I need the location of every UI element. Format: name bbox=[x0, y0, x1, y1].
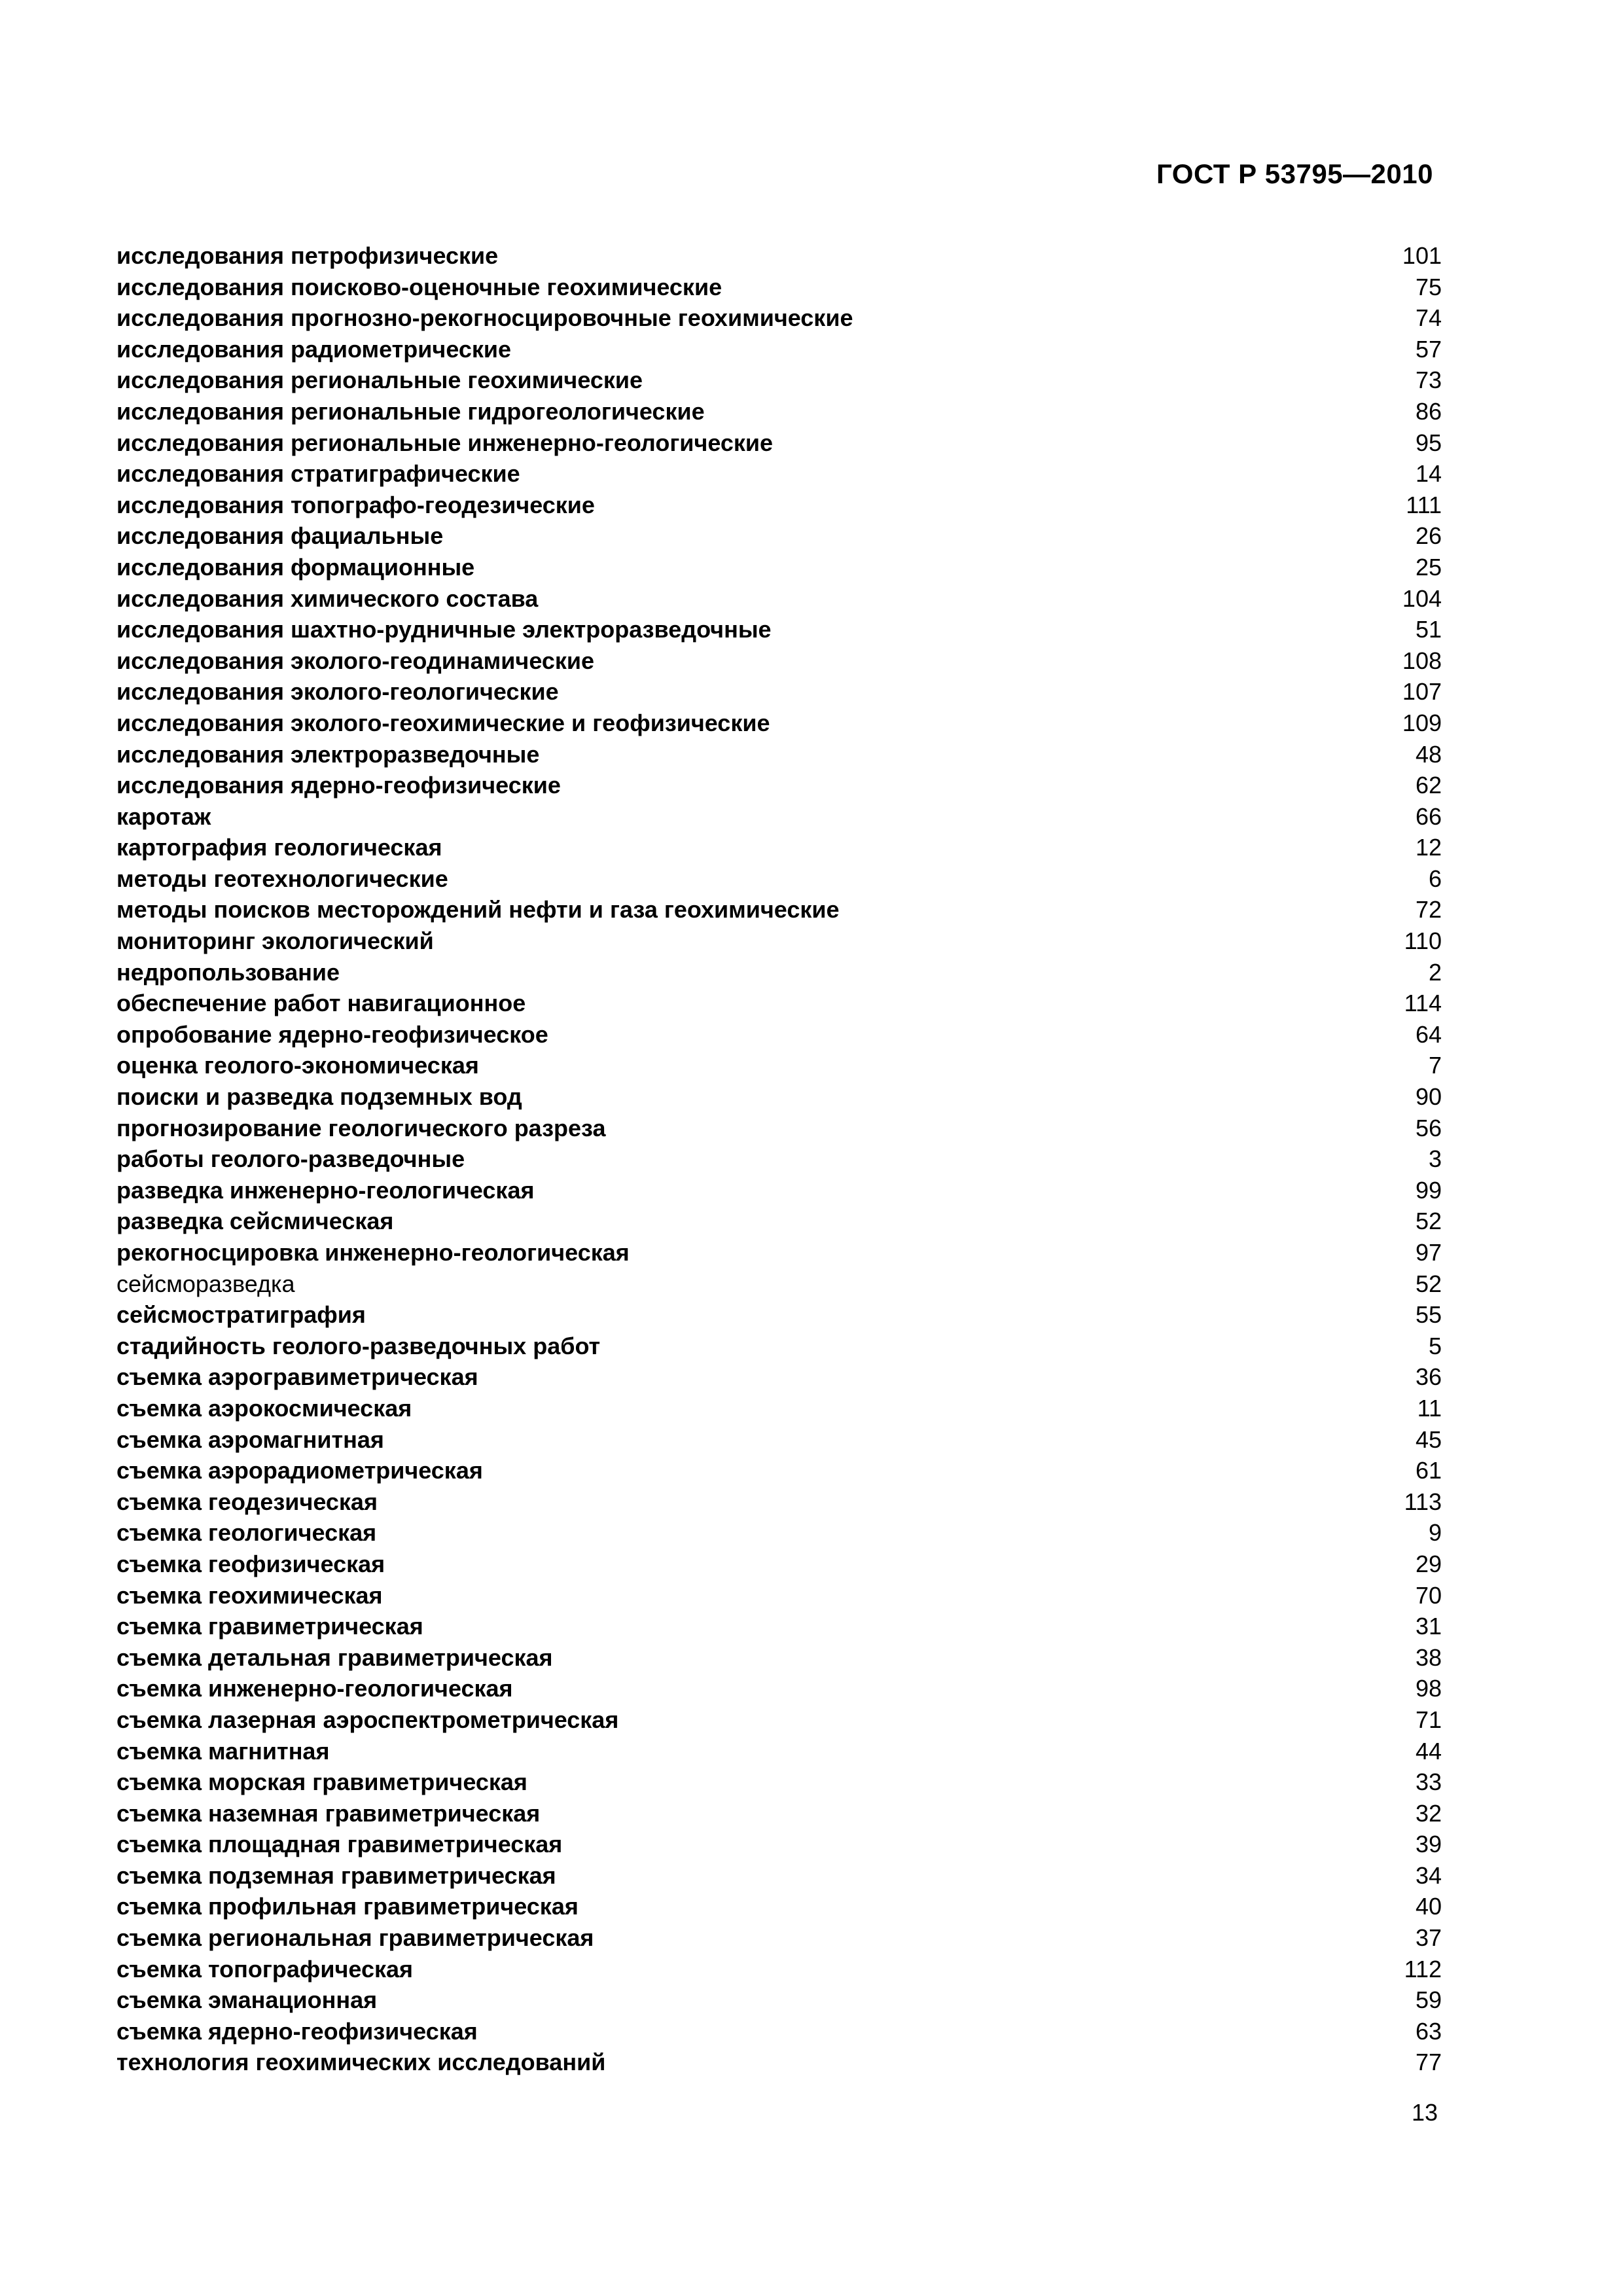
index-term: исследования эколого-геологические bbox=[116, 678, 559, 706]
index-entry bbox=[116, 770, 1442, 801]
index-entry bbox=[116, 801, 1442, 833]
index-reference-number: 14 bbox=[1415, 460, 1442, 488]
index-entry bbox=[116, 1050, 1442, 1081]
index-reference-number: 112 bbox=[1404, 1955, 1442, 1982]
index-entry bbox=[116, 1891, 1442, 1922]
index-reference-number: 48 bbox=[1415, 740, 1442, 768]
index-entry bbox=[116, 583, 1442, 615]
index-entry bbox=[116, 1580, 1442, 1611]
index-term: каротаж bbox=[116, 802, 211, 830]
index-term: исследования эколого-геодинамические bbox=[116, 647, 595, 674]
index-reference-number: 99 bbox=[1415, 1176, 1442, 1204]
index-entry bbox=[116, 396, 1442, 427]
index-reference-number: 51 bbox=[1415, 616, 1442, 643]
index-term: исследования формационные bbox=[116, 553, 475, 581]
index-reference-number: 25 bbox=[1415, 553, 1442, 581]
index-term: исследования эколого-геохимические и геофизические bbox=[116, 709, 770, 736]
index-term: технология геохимических исследований bbox=[116, 2049, 606, 2076]
index-reference-number: 2 bbox=[1428, 958, 1442, 986]
index-entry bbox=[116, 302, 1442, 334]
index-entry bbox=[116, 1860, 1442, 1892]
index-entry bbox=[116, 894, 1442, 925]
index-term: съемка геохимическая bbox=[116, 1581, 383, 1609]
index-entry bbox=[116, 832, 1442, 863]
index-entry bbox=[116, 490, 1442, 521]
document-code-header: ГОСТ Р 53795—2010 bbox=[1156, 158, 1433, 189]
index-entry bbox=[116, 1704, 1442, 1736]
index-term: съемка аэрогравиметрическая bbox=[116, 1363, 478, 1391]
index-reference-number: 98 bbox=[1415, 1675, 1442, 1702]
index-term: съемка детальная гравиметрическая bbox=[116, 1643, 553, 1671]
index-term: исследования петрофизические bbox=[116, 242, 499, 269]
index-reference-number: 39 bbox=[1415, 1831, 1442, 1858]
index-term: исследования ядерно-геофизические bbox=[116, 772, 561, 799]
index-term: съемка геофизическая bbox=[116, 1550, 385, 1577]
index-entry bbox=[116, 520, 1442, 552]
index-entry bbox=[116, 645, 1442, 677]
index-term: съемка гравиметрическая bbox=[116, 1613, 423, 1640]
index-term: недропользование bbox=[116, 958, 340, 986]
index-term: съемка морская гравиметрическая bbox=[116, 1768, 527, 1796]
index-reference-number: 64 bbox=[1415, 1020, 1442, 1048]
index-entry bbox=[116, 1081, 1442, 1113]
index-reference-number: 101 bbox=[1402, 242, 1442, 269]
index-entry bbox=[116, 1954, 1442, 1985]
index-term: съемка аэрокосмическая bbox=[116, 1394, 412, 1422]
index-term: съемка подземная гравиметрическая bbox=[116, 1861, 556, 1889]
index-term: стадийность геолого-разведочных работ bbox=[116, 1332, 601, 1359]
index-reference-number: 44 bbox=[1415, 1737, 1442, 1765]
index-reference-number: 73 bbox=[1415, 367, 1442, 394]
index-reference-number: 34 bbox=[1415, 1861, 1442, 1889]
index-entry bbox=[116, 1299, 1442, 1331]
index-term: съемка топографическая bbox=[116, 1955, 414, 1982]
index-term: съемка ядерно-геофизическая bbox=[116, 2017, 478, 2045]
index-term: исследования фациальные bbox=[116, 522, 444, 550]
index-reference-number: 72 bbox=[1415, 896, 1442, 924]
index-reference-number: 71 bbox=[1415, 1706, 1442, 1733]
index-term: методы геотехнологические bbox=[116, 865, 448, 892]
index-entry bbox=[116, 1019, 1442, 1050]
index-reference-number: 59 bbox=[1415, 1986, 1442, 2014]
index-entry bbox=[116, 739, 1442, 770]
index-reference-number: 45 bbox=[1415, 1426, 1442, 1453]
index-reference-number: 52 bbox=[1415, 1270, 1442, 1297]
index-term: съемка региональная гравиметрическая bbox=[116, 1924, 594, 1952]
index-term: съемка геодезическая bbox=[116, 1488, 378, 1515]
index-entry bbox=[116, 863, 1442, 895]
index-reference-number: 74 bbox=[1415, 304, 1442, 332]
index-term: прогнозирование геологического разреза bbox=[116, 1114, 606, 1141]
index-reference-number: 114 bbox=[1404, 990, 1442, 1017]
index-term: методы поисков месторождений нефти и газа геохимические bbox=[116, 896, 840, 924]
index-entry bbox=[116, 1113, 1442, 1144]
index-term: исследования региональные инженерно-геологические bbox=[116, 429, 774, 456]
index-reference-number: 77 bbox=[1415, 2049, 1442, 2076]
index-entry bbox=[116, 925, 1442, 957]
index-reference-number: 109 bbox=[1402, 709, 1442, 736]
index-term: исследования топографо-геодезические bbox=[116, 491, 595, 518]
index-reference-number: 5 bbox=[1428, 1332, 1442, 1359]
index-reference-number: 90 bbox=[1415, 1083, 1442, 1111]
index-entry bbox=[116, 1455, 1442, 1486]
index-reference-number: 29 bbox=[1415, 1550, 1442, 1577]
index-entry bbox=[116, 1549, 1442, 1580]
index-reference-number: 97 bbox=[1415, 1239, 1442, 1266]
index-term: съемка профильная гравиметрическая bbox=[116, 1893, 579, 1920]
index-reference-number: 52 bbox=[1415, 1208, 1442, 1235]
index-entry bbox=[116, 1361, 1442, 1393]
index-entry bbox=[116, 1175, 1442, 1206]
index-term: оценка геолого-экономическая bbox=[116, 1052, 479, 1079]
index-reference-number: 108 bbox=[1402, 647, 1442, 674]
index-reference-number: 86 bbox=[1415, 397, 1442, 425]
index-term: исследования региональные гидрогеологические bbox=[116, 397, 705, 425]
index-reference-number: 38 bbox=[1415, 1643, 1442, 1671]
index-reference-number: 32 bbox=[1415, 1799, 1442, 1827]
index-reference-number: 26 bbox=[1415, 522, 1442, 550]
index-reference-number: 57 bbox=[1415, 335, 1442, 363]
index-reference-number: 63 bbox=[1415, 2017, 1442, 2045]
index-entry bbox=[116, 1984, 1442, 2016]
index-term: исследования электроразведочные bbox=[116, 740, 540, 768]
index-entry bbox=[116, 458, 1442, 490]
index-term: исследования шахтно-рудничные электроразведочные bbox=[116, 616, 772, 643]
index-entry bbox=[116, 1611, 1442, 1642]
index-entry bbox=[116, 1143, 1442, 1175]
index-entry bbox=[116, 1922, 1442, 1954]
index-reference-number: 110 bbox=[1404, 927, 1442, 955]
index-reference-number: 111 bbox=[1406, 491, 1442, 518]
index-reference-number: 113 bbox=[1404, 1488, 1442, 1515]
index-term: съемка магнитная bbox=[116, 1737, 330, 1765]
index-reference-number: 95 bbox=[1415, 429, 1442, 456]
index-term: разведка инженерно-геологическая bbox=[116, 1176, 535, 1204]
index-entry bbox=[116, 1517, 1442, 1549]
index-entry bbox=[116, 2016, 1442, 2047]
index-term: работы геолого-разведочные bbox=[116, 1145, 465, 1173]
index-entry bbox=[116, 427, 1442, 459]
index-term: съемка площадная гравиметрическая bbox=[116, 1831, 563, 1858]
index-term: разведка сейсмическая bbox=[116, 1208, 394, 1235]
index-entry bbox=[116, 1486, 1442, 1518]
index-term: сейсмостратиграфия bbox=[116, 1301, 366, 1329]
index-entry bbox=[116, 1393, 1442, 1424]
index-entry bbox=[116, 1829, 1442, 1860]
index-entry bbox=[116, 240, 1442, 272]
index-entry bbox=[116, 334, 1442, 365]
index-entry bbox=[116, 957, 1442, 988]
index-entry bbox=[116, 1642, 1442, 1674]
index-term: исследования поисково-оценочные геохимические bbox=[116, 273, 722, 300]
index-term: сейсморазведка bbox=[116, 1270, 295, 1297]
index-reference-number: 70 bbox=[1415, 1581, 1442, 1609]
index-term: поиски и разведка подземных вод bbox=[116, 1083, 522, 1111]
index-term: исследования химического состава bbox=[116, 584, 539, 612]
index-term: съемка аэрорадиометрическая bbox=[116, 1457, 483, 1484]
index-term: исследования региональные геохимические bbox=[116, 367, 643, 394]
index-reference-number: 66 bbox=[1415, 802, 1442, 830]
index-entry bbox=[116, 2047, 1442, 2078]
index-term: съемка геологическая bbox=[116, 1519, 377, 1547]
index-reference-number: 12 bbox=[1415, 834, 1442, 861]
index-term: мониторинг экологический bbox=[116, 927, 434, 955]
index-entry bbox=[116, 1268, 1442, 1300]
index-entry bbox=[116, 1736, 1442, 1767]
index-entry bbox=[116, 708, 1442, 739]
index-entry bbox=[116, 1767, 1442, 1798]
index-reference-number: 62 bbox=[1415, 772, 1442, 799]
index-term: опробование ядерно-геофизическое bbox=[116, 1020, 548, 1048]
index-reference-number: 55 bbox=[1415, 1301, 1442, 1329]
index-reference-number: 6 bbox=[1428, 865, 1442, 892]
index-entry bbox=[116, 365, 1442, 396]
index-entry bbox=[116, 676, 1442, 708]
index-entry bbox=[116, 614, 1442, 645]
index-reference-number: 37 bbox=[1415, 1924, 1442, 1952]
page-number: 13 bbox=[1411, 2099, 1438, 2126]
index-term: обеспечение работ навигационное bbox=[116, 990, 526, 1017]
alphabetical-term-index bbox=[116, 240, 1442, 2078]
index-reference-number: 36 bbox=[1415, 1363, 1442, 1391]
index-reference-number: 61 bbox=[1415, 1457, 1442, 1484]
index-term: рекогносцировка инженерно-геологическая bbox=[116, 1239, 630, 1266]
index-term: съемка наземная гравиметрическая bbox=[116, 1799, 541, 1827]
index-reference-number: 7 bbox=[1428, 1052, 1442, 1079]
index-term: съемка лазерная аэроспектрометрическая bbox=[116, 1706, 619, 1733]
index-reference-number: 40 bbox=[1415, 1893, 1442, 1920]
index-term: исследования стратиграфические bbox=[116, 460, 520, 488]
index-term: съемка инженерно-геологическая bbox=[116, 1675, 513, 1702]
index-entry bbox=[116, 1206, 1442, 1237]
index-reference-number: 107 bbox=[1402, 678, 1442, 706]
index-reference-number: 75 bbox=[1415, 273, 1442, 300]
index-reference-number: 9 bbox=[1428, 1519, 1442, 1547]
index-entry bbox=[116, 1673, 1442, 1704]
index-entry bbox=[116, 552, 1442, 583]
index-reference-number: 56 bbox=[1415, 1114, 1442, 1141]
index-term: исследования прогнозно-рекогносцировочные геохимические bbox=[116, 304, 853, 332]
index-entry bbox=[116, 988, 1442, 1019]
index-reference-number: 33 bbox=[1415, 1768, 1442, 1796]
index-term: съемка эманационная bbox=[116, 1986, 378, 2014]
index-reference-number: 31 bbox=[1415, 1613, 1442, 1640]
index-reference-number: 104 bbox=[1402, 584, 1442, 612]
index-entry bbox=[116, 1798, 1442, 1829]
index-entry bbox=[116, 1424, 1442, 1456]
index-entry bbox=[116, 272, 1442, 303]
index-reference-number: 3 bbox=[1428, 1145, 1442, 1173]
index-term: исследования радиометрические bbox=[116, 335, 512, 363]
index-entry bbox=[116, 1237, 1442, 1268]
index-term: картография геологическая bbox=[116, 834, 442, 861]
index-reference-number: 11 bbox=[1417, 1394, 1442, 1422]
index-term: съемка аэромагнитная bbox=[116, 1426, 384, 1453]
index-entry bbox=[116, 1331, 1442, 1362]
